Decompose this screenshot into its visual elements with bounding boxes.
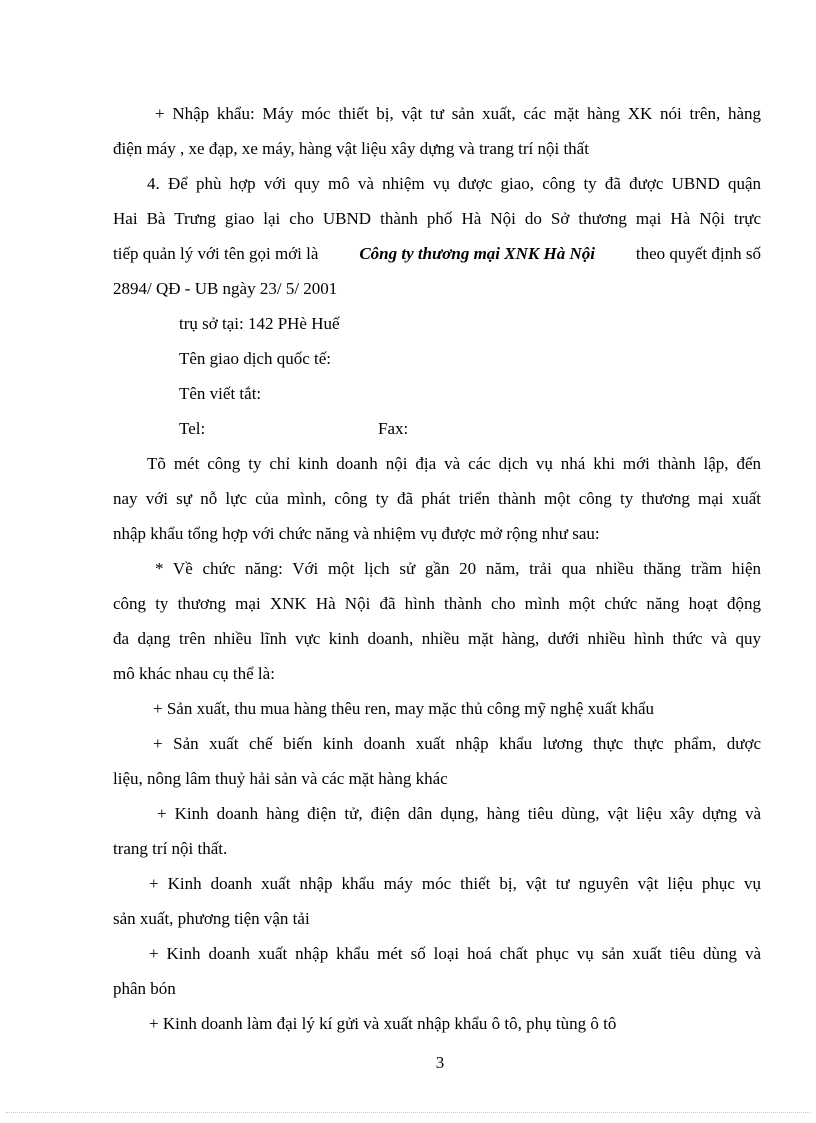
page-divider: [6, 1112, 810, 1113]
text-line: 2894/ QĐ - UB ngày 23/ 5/ 2001: [113, 279, 338, 298]
address-line: trụ sở tại: 142 PHè Huế: [179, 314, 340, 333]
list-item: + Kinh doanh hàng điện tử, điện dân dụng, hàng tiêu dùng, vật liệu xây dựng và: [157, 804, 761, 823]
text-line: * Về chức năng: Với một lịch sử gần 20 năm, trải qua nhiều thăng trầm hiện: [155, 559, 761, 578]
list-item: + Sản xuất chế biến kinh doanh xuất nhập khẩu lương thực thực phẩm, dược: [153, 734, 761, 753]
tel-label: Tel:: [179, 419, 206, 438]
company-name: Công ty thương mại XNK Hà Nội: [359, 244, 595, 263]
list-item: + Kinh doanh làm đại lý kí gửi và xuất nhập khẩu ô tô, phụ tùng ô tô: [149, 1014, 617, 1033]
fax-label: Fax:: [378, 419, 409, 438]
text-line: 4. Để phù hợp với quy mô và nhiệm vụ được giao, công ty đã được UBND quận: [147, 174, 761, 193]
list-item: + Kinh doanh xuất nhập khẩu mét số loại hoá chất phục vụ sản xuất tiêu dùng và: [149, 944, 761, 963]
text-line: + Nhập khẩu: Máy móc thiết bị, vật tư sản xuất, các mặt hàng XK nói trên, hàng: [155, 104, 761, 123]
text-line: sản xuất, phương tiện vận tải: [113, 909, 310, 928]
text-line: phân bón: [113, 979, 176, 998]
text-line: công ty thương mại XNK Hà Nội đã hình thành cho mình một chức năng hoạt động: [113, 594, 761, 613]
text-line: liệu, nông lâm thuỷ hải sản và các mặt hàng khác: [113, 769, 448, 788]
text-line: nhập khẩu tổng hợp với chức năng và nhiệm vụ được mở rộng như sau:: [113, 524, 600, 543]
text-line: điện máy , xe đạp, xe máy, hàng vật liệu xây dựng và trang trí nội thất: [113, 139, 589, 158]
intl-name-line: Tên giao dịch quốc tế:: [179, 349, 332, 368]
abbrev-line: Tên viết tắt:: [179, 384, 262, 403]
text-line: đa dạng trên nhiều lĩnh vực kinh doanh, nhiều mặt hàng, dưới nhiều hình thức và quy: [113, 629, 761, 648]
text-line: nay với sự nỗ lực của mình, công ty đã phát triển thành một công ty thương mại xuất: [113, 489, 761, 508]
text-segment: tiếp quản lý với tên gọi mới là: [113, 244, 319, 263]
text-segment: theo quyết định số: [635, 244, 761, 263]
text-line: Hai Bà Trưng giao lại cho UBND thành phố Hà Nội do Sở thương mại Hà Nội trực: [113, 209, 761, 228]
text-line: mô khác nhau cụ thể là:: [113, 664, 275, 683]
text-line-with-emphasis: [113, 244, 761, 264]
text-line: trang trí nội thất.: [113, 839, 228, 858]
page-number: 3: [435, 1053, 445, 1072]
text-line: Tõ mét công ty chỉ kinh doanh nội địa và các dịch vụ nhá khi mới thành lập, đến: [147, 454, 761, 473]
list-item: + Sản xuất, thu mua hàng thêu ren, may mặc thủ công mỹ nghệ xuất khẩu: [153, 699, 655, 718]
list-item: + Kinh doanh xuất nhập khẩu máy móc thiết bị, vật tư nguyên vật liệu phục vụ: [149, 874, 761, 893]
